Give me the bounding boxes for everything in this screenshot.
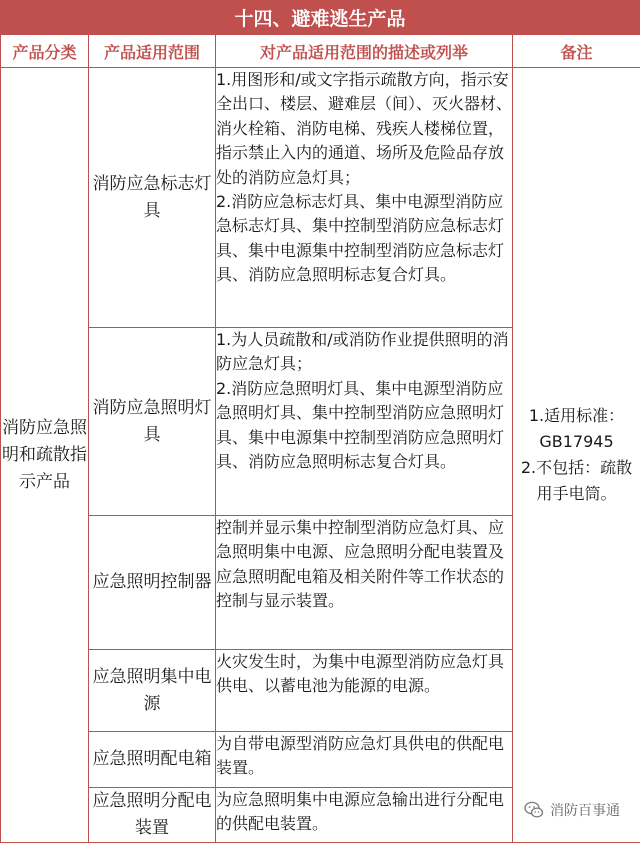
description-cell bbox=[216, 788, 513, 843]
category-cell: 消防应急照明和疏散指示产品 bbox=[1, 68, 89, 843]
scope-cell: 应急照明配电箱 bbox=[89, 732, 216, 788]
scope-cell: 消防应急照明灯具 bbox=[89, 328, 216, 516]
description-line: 控制并显示集中控制型消防应急灯具、应急照明集中电源、应急照明分配电装置及应急照明配电箱及相关附件等工作状态的控制与显示装置。 bbox=[216, 516, 512, 614]
table-row bbox=[1, 68, 640, 328]
scope-cell: 应急照明控制器 bbox=[89, 516, 216, 650]
description-cell bbox=[216, 650, 513, 732]
wechat-icon bbox=[524, 800, 544, 820]
watermark bbox=[524, 800, 620, 820]
description-line: 2.消防应急标志灯具、集中电源型消防应急标志灯具、集中控制型消防应急标志灯具、集中电源集中控制型消防应急标志灯具、消防应急照明标志复合灯具。 bbox=[216, 190, 512, 288]
description-line: 1.用图形和/或文字指示疏散方向，指示安全出口、楼层、避难层（间）、灭火器材、消火栓箱、消防电梯、残疾人楼梯位置，指示禁止入内的通道、场所及危险品存放处的消防应急灯具； bbox=[216, 68, 512, 190]
scope-cell: 应急照明集中电源 bbox=[89, 650, 216, 732]
note-line: 1.适用标准：GB17945 bbox=[513, 403, 640, 455]
description-line: 1.为人员疏散和/或消防作业提供照明的消防应急灯具； bbox=[216, 328, 512, 377]
header-description: 对产品适用范围的描述或列举 bbox=[216, 35, 513, 68]
scope-cell: 应急照明分配电装置 bbox=[89, 788, 216, 843]
description-cell bbox=[216, 516, 513, 650]
description-line: 2.消防应急照明灯具、集中电源型消防应急照明灯具、集中控制型消防应急照明灯具、集中电源集中控制型消防应急照明灯具、消防应急照明标志复合灯具。 bbox=[216, 377, 512, 475]
description-cell bbox=[216, 328, 513, 516]
watermark-text: 消防百事通 bbox=[550, 800, 620, 820]
header-scope: 产品适用范围 bbox=[89, 35, 216, 68]
scope-cell: 消防应急标志灯具 bbox=[89, 68, 216, 328]
header-row bbox=[1, 35, 640, 68]
description-line: 为自带电源型消防应急灯具供电的供配电装置。 bbox=[216, 732, 512, 781]
header-category: 产品分类 bbox=[1, 35, 89, 68]
description-cell bbox=[216, 732, 513, 788]
header-note: 备注 bbox=[513, 35, 640, 68]
table-title: 十四、避难逃生产品 bbox=[0, 0, 640, 34]
note-cell bbox=[513, 68, 640, 843]
description-line: 为应急照明集中电源应急输出进行分配电的供配电装置。 bbox=[216, 788, 512, 837]
note-line: 2.不包括：疏散用手电筒。 bbox=[513, 455, 640, 507]
description-line: 火灾发生时，为集中电源型消防应急灯具供电、以蓄电池为能源的电源。 bbox=[216, 650, 512, 699]
description-cell bbox=[216, 68, 513, 328]
product-table bbox=[0, 34, 640, 843]
